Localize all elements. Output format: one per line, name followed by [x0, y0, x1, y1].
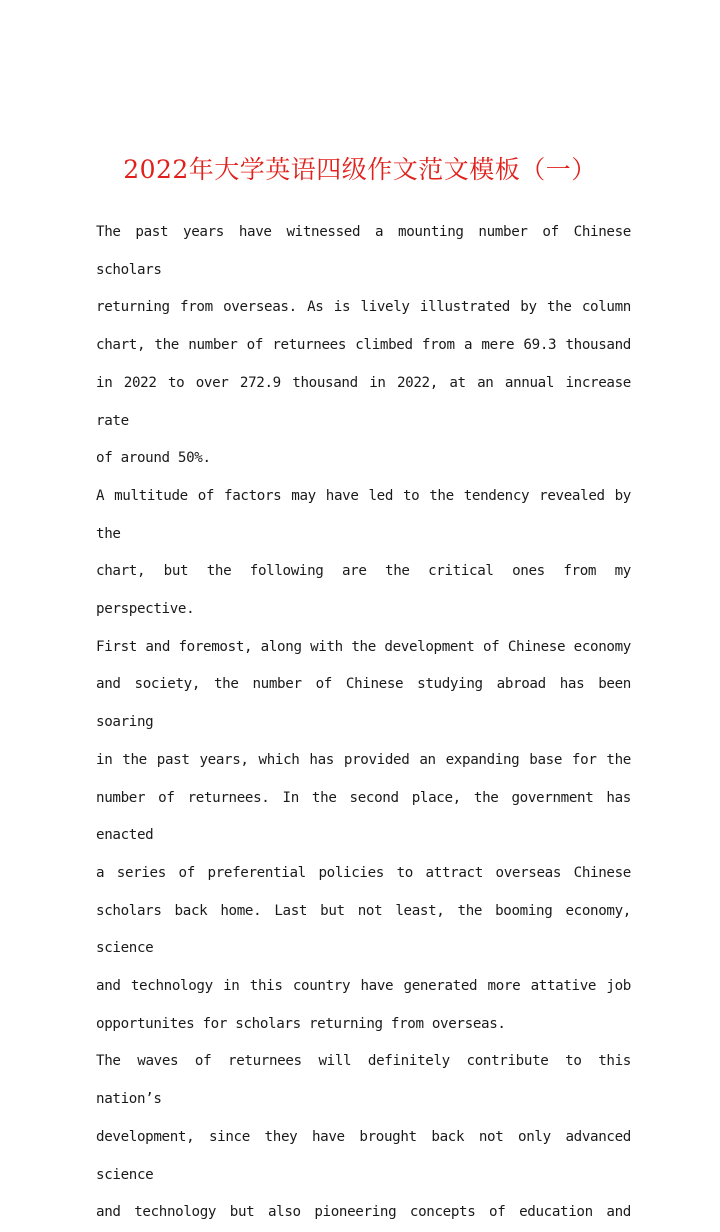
text-line: development, since they have brought back not only advanced science: [96, 1128, 631, 1183]
paragraph-2: [96, 478, 631, 1044]
paragraph-3: [96, 1043, 631, 1232]
text-line: number of returnees. In the second place, the government has enacted: [96, 789, 631, 844]
text-line: scholars back home. Last but not least, the booming economy, science: [96, 902, 631, 957]
text-line: and technology in this country have generated more attative job: [96, 978, 631, 995]
text-line: in 2022 to over 272.9 thousand in 2022, at an annual increase rate: [96, 374, 631, 429]
text-line: and technology but also pioneering concepts of education and: [96, 1204, 631, 1221]
text-line: and society, the number of Chinese studying abroad has been soaring: [96, 676, 631, 731]
text-line: chart, but the following are the critical ones from my perspective.: [96, 563, 631, 618]
document-title: 2022年大学英语四级作文范文模板（一）: [123, 155, 597, 184]
text-line: in the past years, which has provided an expanding base for the: [96, 751, 631, 768]
paragraph-1: [96, 214, 631, 478]
text-line: A multitude of factors may have led to the tendency revealed by the: [96, 487, 631, 542]
text-line: returning from overseas. As is lively illustrated by the column: [96, 299, 631, 316]
text-line: a series of preferential policies to attract overseas Chinese: [96, 864, 631, 881]
text-line: The waves of returnees will definitely contribute to this nation’s: [96, 1053, 631, 1108]
text-line: opportunites for scholars returning from overseas.: [96, 1015, 506, 1032]
text-line: chart, the number of returnees climbed from a mere 69.3 thousand: [96, 337, 631, 354]
document-body: [96, 214, 631, 1232]
text-line: The past years have witnessed a mounting number of Chinese scholars: [96, 224, 631, 278]
text-line: First and foremost, along with the development of Chinese economy: [96, 638, 631, 655]
text-line: of around 50%.: [96, 450, 211, 467]
